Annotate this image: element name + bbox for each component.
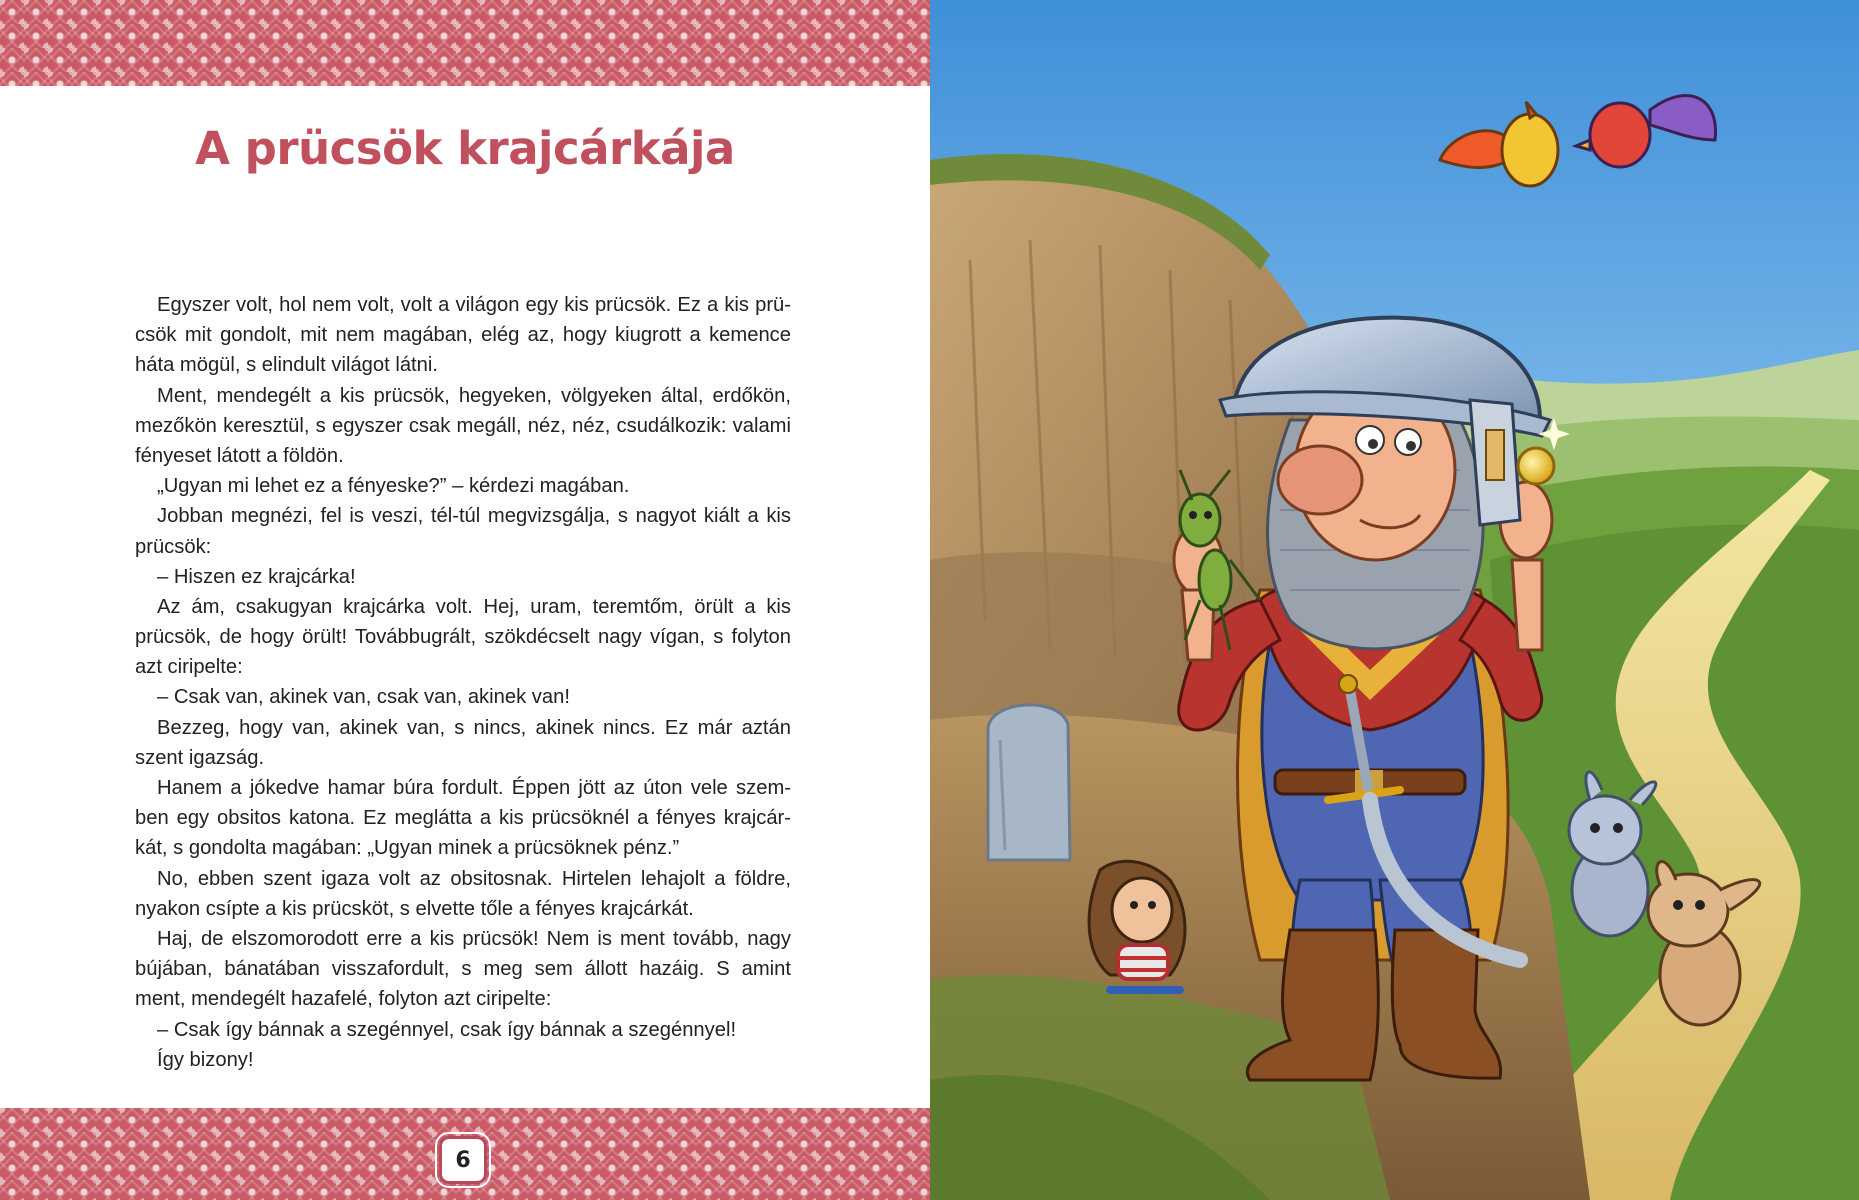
- story-line: – Csak van, akinek van, csak van, akinek van!: [157, 686, 570, 709]
- story-line: Az ám, csakugyan krajcárka volt. Hej, uram, teremtőm, örült a kis: [157, 595, 791, 618]
- ornamental-border-top: [0, 0, 930, 86]
- story-line: Hanem a jókedve hamar búra fordult. Éppen jött az úton vele szem-: [157, 777, 791, 799]
- story-line: Jobban megnézi, fel is veszi, tél-túl megvizsgálja, s nagyot kiált a kis: [157, 505, 791, 528]
- story-line: Egyszer volt, hol nem volt, volt a világon egy kis prücsök. Ez a kis prü-: [157, 294, 791, 316]
- story-line: – Csak így bánnak a szegénnyel, csak így bánnak a szegénnyel!: [157, 1018, 737, 1041]
- story-line: prücsök, de hogy örült! Továbbugrált, szökdécselt nagy vígan, s folyton: [135, 626, 791, 649]
- story-line: mezőkön keresztül, s egyszer csak megáll, néz, néz, csudálkozik: valami: [135, 414, 791, 437]
- story-line: No, ebben szent igaza volt az obsitosnak. Hirtelen lehajolt a földre,: [157, 867, 791, 890]
- story-line: – Hiszen ez krajcárka!: [157, 565, 356, 588]
- story-line: Haj, de elszomorodott erre a kis prücsök! Nem is ment tovább, nagy: [157, 927, 791, 950]
- story-line: csök mit gondolt, mit nem magában, elég az, hogy kiugrott a kemence: [135, 324, 791, 347]
- story-line: nyakon csípte a kis prücsköt, s elvette tőle a fényes krajcárkát.: [135, 897, 694, 920]
- story-line: ment, mendegélt hazafelé, folyton azt ciripelte:: [135, 988, 552, 1011]
- story-line: fényeset látott a földön.: [135, 444, 344, 467]
- page-number: 6: [455, 1147, 471, 1173]
- story-line: háta mögül, s elindult világot látni.: [135, 354, 438, 377]
- story-line: Így bizony!: [157, 1048, 254, 1071]
- story-line: prücsök:: [135, 535, 212, 558]
- page-number-badge: [439, 1136, 487, 1184]
- story-line: „Ugyan mi lehet ez a fényeske?” – kérdezi magában.: [157, 475, 630, 498]
- story-line: kát, s gondolta magában: „Ugyan minek a prücsöknek pénz.”: [135, 837, 680, 860]
- story-line: azt ciripelte:: [135, 656, 243, 679]
- story-line: Bezzeg, hogy van, akinek van, s nincs, akinek nincs. Ez már aztán: [157, 716, 791, 739]
- story-text: [135, 290, 791, 1075]
- story-line: Ment, mendegélt a kis prücsök, hegyeken, völgyeken által, erdőkön,: [157, 384, 791, 407]
- story-illustration: [930, 0, 1859, 1200]
- story-line: ben egy obsitos katona. Ez meglátta a kis prücsöknél a fényes krajcár-: [135, 807, 791, 830]
- story-title: A prücsök krajcárkája: [195, 122, 735, 175]
- story-line: bújában, bánatában visszafordult, s meg sem állott hazáig. S amint: [135, 958, 791, 981]
- story-line: szent igazság.: [135, 746, 265, 769]
